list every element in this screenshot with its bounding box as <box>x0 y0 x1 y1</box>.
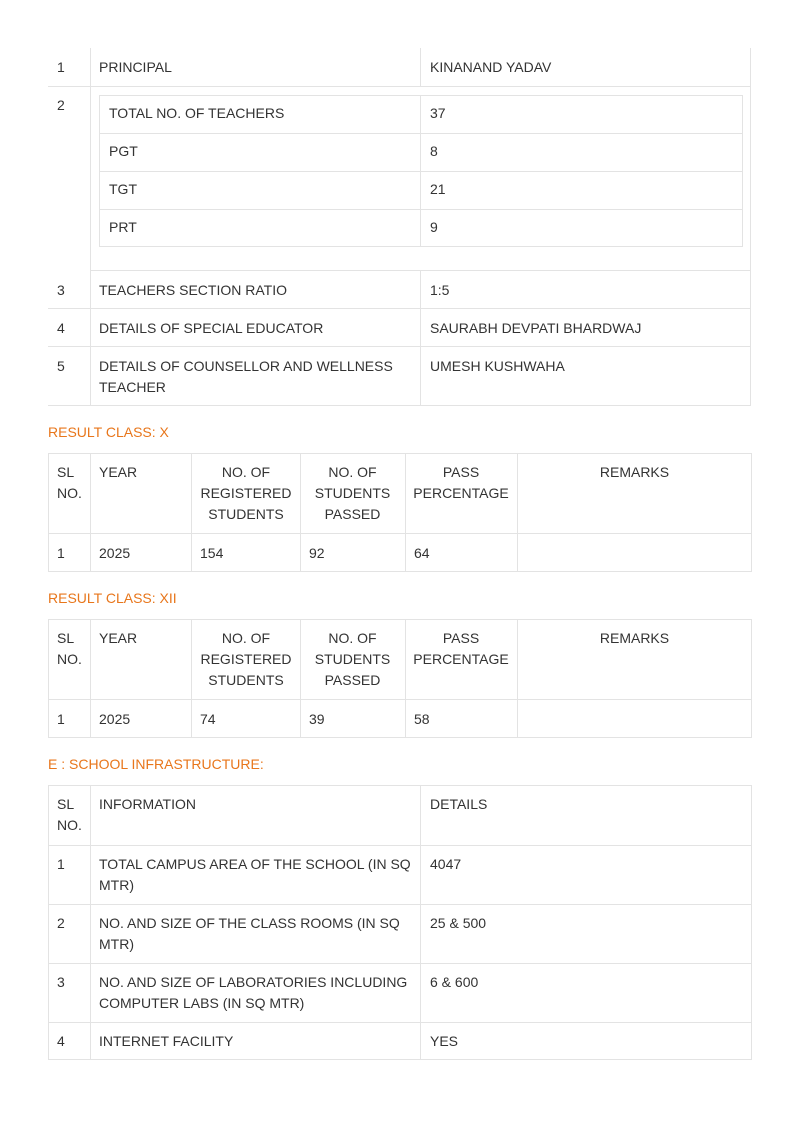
counsellor-value: UMESH KUSHWAHA <box>430 358 565 374</box>
special-educator-label: DETAILS OF SPECIAL EDUCATOR <box>99 320 324 336</box>
result-x-header-sl: SL NO. <box>57 464 82 501</box>
tgt-value: 21 <box>430 181 446 197</box>
result-x-header-remarks: REMARKS <box>599 464 670 480</box>
ratio-label: TEACHERS SECTION RATIO <box>99 282 287 298</box>
teachers-total-value: 37 <box>430 105 446 121</box>
pgt-value: 8 <box>430 143 438 159</box>
prt-label: PRT <box>109 219 137 235</box>
result-xii-header-registered: NO. OF REGISTERED STUDENTS <box>200 630 292 688</box>
result-xii-header-pass-pct: PASS PERCENTAGE <box>413 630 509 667</box>
result-xii-registered: 74 <box>200 711 216 727</box>
infra-header-details: DETAILS <box>430 796 488 812</box>
infra-sl-3: 3 <box>57 974 65 990</box>
result-x-registered: 154 <box>200 545 224 561</box>
result-xii-header-sl: SL NO. <box>57 630 82 667</box>
infra-info-2: NO. AND SIZE OF THE CLASS ROOMS (IN SQ MTR) <box>99 915 400 952</box>
result-xii-sl: 1 <box>57 711 65 727</box>
infra-sl-1: 1 <box>57 856 65 872</box>
ratio-value: 1:5 <box>430 282 450 298</box>
result-xii-passed: 39 <box>309 711 325 727</box>
tgt-label: TGT <box>109 181 137 197</box>
principal-label: PRINCIPAL <box>99 59 172 75</box>
result-x-header-pass-pct: PASS PERCENTAGE <box>413 464 509 501</box>
infrastructure-heading: E : SCHOOL INFRASTRUCTURE: <box>48 756 264 772</box>
staff-sl-5: 5 <box>57 358 65 374</box>
infra-info-4: INTERNET FACILITY <box>99 1033 234 1049</box>
result-x-header-passed: NO. OF STUDENTS PASSED <box>314 464 391 522</box>
counsellor-label: DETAILS OF COUNSELLOR AND WELLNESS TEACHER <box>99 358 393 395</box>
special-educator-value: SAURABH DEVPATI BHARDWAJ <box>430 320 642 336</box>
result-xii-heading: RESULT CLASS: XII <box>48 590 177 606</box>
result-x-sl: 1 <box>57 545 65 561</box>
staff-sl-4: 4 <box>57 320 65 336</box>
result-xii-header-passed: NO. OF STUDENTS PASSED <box>314 630 391 688</box>
principal-value: KINANAND YADAV <box>430 59 552 75</box>
staff-sl-2: 2 <box>57 97 65 113</box>
result-xii-header-remarks: REMARKS <box>599 630 670 646</box>
result-x-header-registered: NO. OF REGISTERED STUDENTS <box>200 464 292 522</box>
infra-info-1: TOTAL CAMPUS AREA OF THE SCHOOL (IN SQ MTR) <box>99 856 411 893</box>
infra-header-information: INFORMATION <box>99 796 196 812</box>
result-x-passed: 92 <box>309 545 325 561</box>
infra-info-3: NO. AND SIZE OF LABORATORIES INCLUDING COMPUTER LABS (IN SQ MTR) <box>99 974 408 1011</box>
result-xii-header-year: YEAR <box>99 630 138 646</box>
infra-details-3: 6 & 600 <box>430 974 479 990</box>
infra-details-4: YES <box>430 1033 459 1049</box>
result-x-pass-pct: 64 <box>414 545 430 561</box>
prt-value: 9 <box>430 219 438 235</box>
result-x-heading: RESULT CLASS: X <box>48 424 169 440</box>
result-x-header-year: YEAR <box>99 464 138 480</box>
teachers-total-label: TOTAL NO. OF TEACHERS <box>109 105 285 121</box>
result-xii-year: 2025 <box>99 711 131 727</box>
pgt-label: PGT <box>109 143 138 159</box>
result-x-year: 2025 <box>99 545 131 561</box>
infra-header-sl: SL NO. <box>57 796 82 833</box>
staff-sl-1: 1 <box>57 59 65 75</box>
infra-sl-2: 2 <box>57 915 65 931</box>
infra-sl-4: 4 <box>57 1033 65 1049</box>
infra-details-2: 25 & 500 <box>430 915 487 931</box>
staff-sl-3: 3 <box>57 282 65 298</box>
result-xii-pass-pct: 58 <box>414 711 430 727</box>
infra-details-1: 4047 <box>430 856 462 872</box>
